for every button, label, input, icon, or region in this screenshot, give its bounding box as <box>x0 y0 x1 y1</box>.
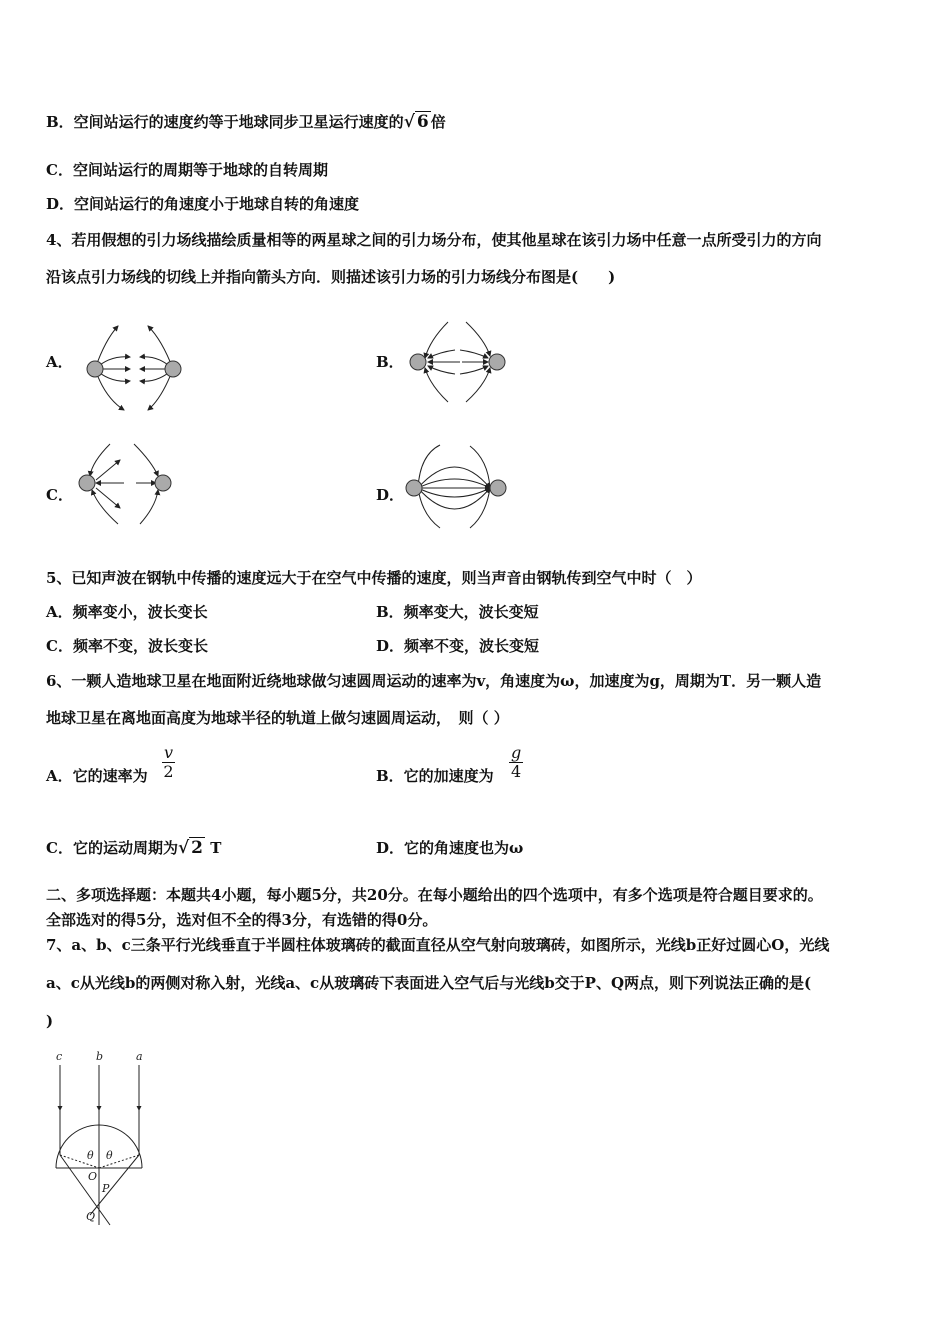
ray-a-refracted <box>90 1155 139 1215</box>
q5-option-d: D．频率不变，波长变短 <box>376 637 540 655</box>
q7-stem-line3: ) <box>46 1012 54 1030</box>
sqrt-2: √ 2 <box>177 838 203 858</box>
label-o: O <box>88 1170 98 1183</box>
q6-option-c: C．它的运动周期为√ 2 T <box>46 838 222 858</box>
q7-stem-line1: 7、a、b、c三条平行光线垂直于半圆柱体玻璃砖的截面直径从空气射向玻璃砖，如图所示，光线b正好过圆心O，光线 <box>46 936 830 954</box>
q4-label-b: B． <box>376 353 404 371</box>
label-b: b <box>96 1050 104 1063</box>
q4-stem-line1: 4、若用假想的引力场线描绘质量相等的两星球之间的引力场分布，使其他星球在该引力场中任意一点所受引力的方向 <box>46 231 822 249</box>
q3-option-d: D．空间站运行的角速度小于地球自转的角速度 <box>46 195 360 213</box>
label-theta-right: θ <box>106 1149 113 1162</box>
label-p: P <box>102 1182 110 1195</box>
q6-option-d: D．它的角速度也为ω <box>376 839 524 857</box>
q6-stem-line2: 地球卫星在离地面高度为地球半径的轨道上做匀速圆周运动， 则（ ） <box>46 709 509 727</box>
q4-label-d: D． <box>376 486 405 504</box>
label-a: a <box>136 1050 143 1063</box>
q7-stem-line2: a、c从光线b的两侧对称入射，光线a、c从玻璃砖下表面进入空气后与光线b交于P、Q两点，则下列说法正确的是( <box>46 974 812 992</box>
q6-option-a-fraction: $\frac{v}{2}$ <box>163 743 174 781</box>
label-q: Q <box>86 1210 96 1223</box>
label-c: c <box>56 1050 63 1063</box>
sqrt-6: √ 6 <box>403 112 429 132</box>
label-theta-left: θ <box>87 1149 94 1162</box>
q4-label-a: A． <box>46 353 73 371</box>
q3-option-b: B．空间站运行的速度约等于地球同步卫星运行速度的√ 6 倍 <box>46 112 446 132</box>
q5-stem: 5、已知声波在钢轨中传播的速度远大于在空气中传播的速度，则当声音由钢轨传到空气中时（ ） <box>46 569 702 587</box>
q6-option-b-fraction: $\frac{g}{4}$ <box>511 743 522 781</box>
q5-option-a: A．频率变小，波长变长 <box>46 603 208 621</box>
q4-label-c: C． <box>46 486 73 504</box>
section2-intro-line1: 二、多项选择题：本题共4小题，每小题5分，共20分。在每小题给出的四个选项中，有多个选项是符合题目要求的。 <box>46 886 823 904</box>
q6-option-a: A．它的速率为 <box>46 767 148 785</box>
q3-option-c: C．空间站运行的周期等于地球的自转周期 <box>46 161 328 179</box>
section2-intro-line2: 全部选对的得5分，选对但不全的得3分，有选错的得0分。 <box>46 911 438 929</box>
q5-option-c: C．频率不变，波长变长 <box>46 637 208 655</box>
q6-option-b: B．它的加速度为 <box>376 767 494 785</box>
q6-stem-line1: 6、一颗人造地球卫星在地面附近绕地球做匀速圆周运动的速率为v，角速度为ω，加速度为g，周期为T．另一颗人造 <box>46 672 822 690</box>
q4-stem-line2: 沿该点引力场线的切线上并指向箭头方向．则描述该引力场的引力场线分布图是( ) <box>46 268 616 286</box>
q5-option-b: B．频率变大，波长变短 <box>376 603 539 621</box>
